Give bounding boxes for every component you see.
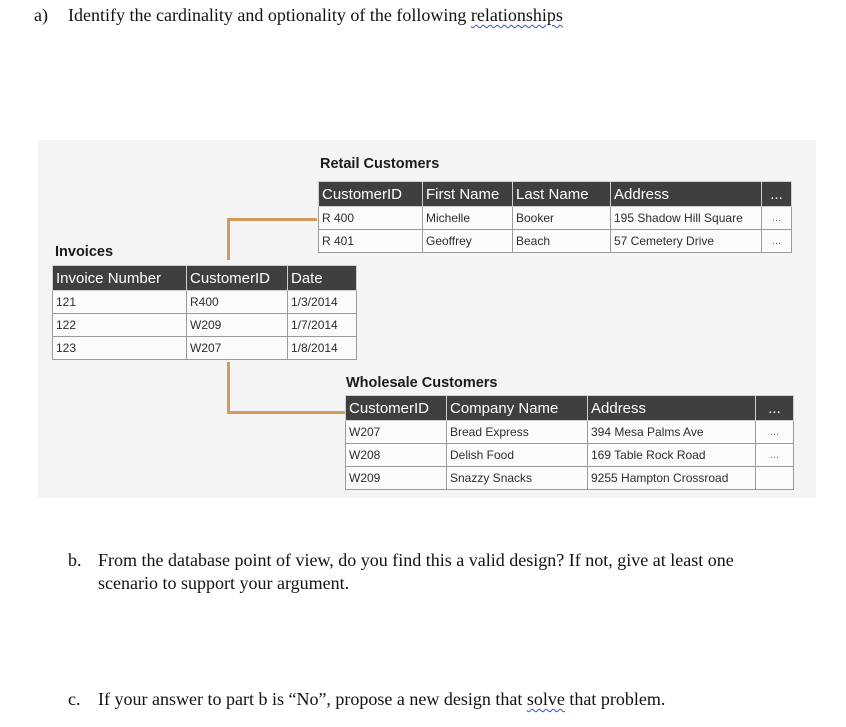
question-a-label: a) [34, 5, 48, 25]
cell: 121 [53, 291, 187, 314]
column-header: Date [288, 266, 357, 291]
cell: 122 [53, 314, 187, 337]
column-header: CustomerID [319, 182, 423, 207]
cell: Geoffrey [423, 230, 513, 253]
cell: 1/8/2014 [288, 337, 357, 360]
cell [756, 467, 794, 490]
wholesale-customers-table [345, 395, 794, 490]
cell: W207 [187, 337, 288, 360]
question-a-text: Identify the cardinality and optionality of the following [68, 5, 471, 25]
cell: W209 [187, 314, 288, 337]
question-b-label: b. [68, 550, 82, 570]
cell: Delish Food [447, 444, 588, 467]
question-c-label: c. [68, 689, 81, 709]
cell: Bread Express [447, 421, 588, 444]
cell: 57 Cemetery Drive [611, 230, 762, 253]
cell: W209 [346, 467, 447, 490]
wholesale-invoice-connector-vertical [227, 362, 230, 414]
invoices-title: Invoices [55, 244, 114, 260]
column-header: First Name [423, 182, 513, 207]
column-header: ... [762, 182, 792, 207]
cell: Booker [513, 207, 611, 230]
table-row [53, 337, 357, 360]
table-row [319, 207, 792, 230]
retail-customers-title: Retail Customers [320, 156, 440, 172]
retail-customers-table [318, 181, 792, 253]
retail-invoice-connector-horizontal [227, 218, 317, 221]
table-row [346, 421, 794, 444]
column-header: Invoice Number [53, 266, 187, 291]
column-header: CustomerID [346, 396, 447, 421]
cell: Beach [513, 230, 611, 253]
column-header: Address [611, 182, 762, 207]
question-b-line1: From the database point of view, do you find this a valid design? If not, give at least one [98, 550, 734, 570]
cell: Michelle [423, 207, 513, 230]
cell: 9255 Hampton Crossroad [588, 467, 756, 490]
cell: ... [762, 207, 792, 230]
cell: ... [762, 230, 792, 253]
wholesale-invoice-connector-horizontal [227, 411, 345, 414]
cell: R 400 [319, 207, 423, 230]
column-header: Last Name [513, 182, 611, 207]
cell: 1/7/2014 [288, 314, 357, 337]
cell: ... [756, 444, 794, 467]
cell: R400 [187, 291, 288, 314]
question-a-underlined-word: relationships [470, 5, 563, 25]
cell: 195 Shadow Hill Square [611, 207, 762, 230]
table-header-row [346, 396, 794, 421]
cell: 1/3/2014 [288, 291, 357, 314]
table-header-row [53, 266, 357, 291]
cell: 169 Table Rock Road [588, 444, 756, 467]
cell: W208 [346, 444, 447, 467]
invoices-table [52, 265, 357, 360]
question-c-underlined-word: solve [526, 689, 565, 709]
question-c-text-end: that problem. [564, 689, 666, 709]
column-header: CustomerID [187, 266, 288, 291]
table-row [53, 314, 357, 337]
cell: W207 [346, 421, 447, 444]
table-row [53, 291, 357, 314]
table-header-row [319, 182, 792, 207]
wholesale-customers-title: Wholesale Customers [346, 375, 498, 391]
table-row [346, 444, 794, 467]
table-row [319, 230, 792, 253]
question-c-text: If your answer to part b is “No”, propose a new design that [98, 689, 527, 709]
question-b [68, 549, 828, 597]
cell: ... [756, 421, 794, 444]
question-b-line2: scenario to support your argument. [98, 573, 350, 593]
retail-invoice-connector-vertical [227, 218, 230, 260]
cell: 123 [53, 337, 187, 360]
table-row [346, 467, 794, 490]
column-header: Address [588, 396, 756, 421]
cell: 394 Mesa Palms Ave [588, 421, 756, 444]
cell: Snazzy Snacks [447, 467, 588, 490]
cell: R 401 [319, 230, 423, 253]
column-header: Company Name [447, 396, 588, 421]
column-header: ... [756, 396, 794, 421]
